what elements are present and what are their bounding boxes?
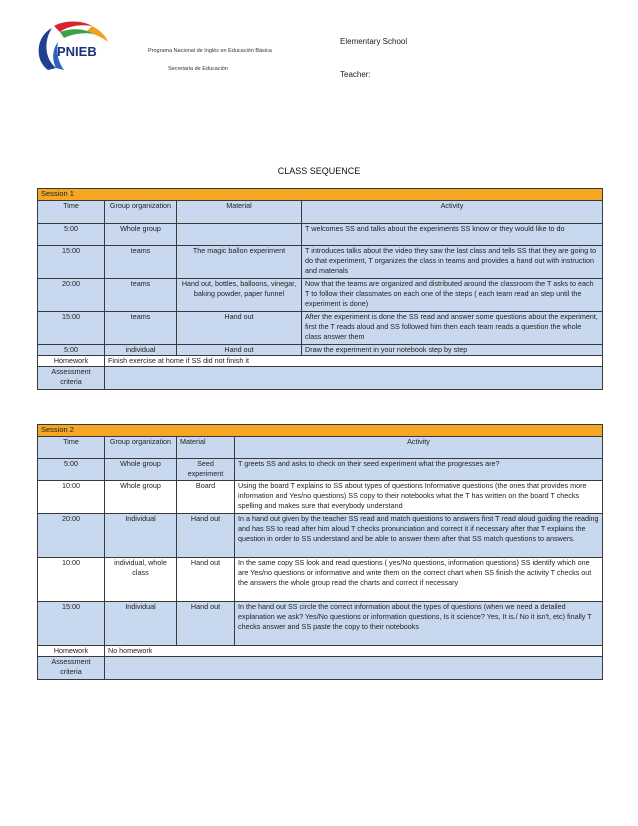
session-1-table	[37, 188, 603, 390]
row-group: Whole group	[105, 224, 177, 246]
secretaria-name: Secretaria de Educación	[168, 66, 228, 72]
row-activity: In the hand out SS circle the correct information about the types of questions (when we need a detailed explanation we ask? Yes/No questions or information questions, Is it science? Yes, It is./ No it isn't, etc) finally T checks answer and SS paste the copy to their notebooks	[235, 602, 603, 646]
row-material: Hand out	[177, 514, 235, 558]
row-group: teams	[105, 312, 177, 345]
row-group: teams	[105, 246, 177, 279]
row-group: Individual	[105, 602, 177, 646]
row-activity: After the experiment is done the SS read and answer some questions about the experiment, first the T reads aloud and SS followed him then each team reads a question the whole class answer them	[302, 312, 603, 345]
homework-text: No homework	[105, 646, 603, 657]
row-material: The magic ballon experiment	[177, 246, 302, 279]
pnieb-logo	[30, 20, 112, 78]
row-group: Whole group	[105, 481, 177, 514]
header-material: Material	[177, 201, 302, 224]
row-time: 5:00	[38, 459, 105, 481]
row-time: 10:00	[38, 481, 105, 514]
homework-text: Finish exercise at home if SS did not finish it	[105, 356, 603, 367]
header-group: Group organization	[105, 437, 177, 459]
table-row	[38, 602, 603, 646]
header-activity: Activity	[235, 437, 603, 459]
assessment-value	[105, 367, 603, 390]
row-activity: In a hand out given by the teacher SS read and match questions to answers first T read aloud guiding the reading and has SS to read after him aloud T checks pronunciation and correct it if necessary after that T explains the question in order to SS understand and be able to answer them after that SS match questions to answers.	[235, 514, 603, 558]
row-group: Whole group	[105, 459, 177, 481]
session-2-table	[37, 424, 603, 680]
program-name: Programa Nacional de Inglés en Educación Básica	[148, 48, 272, 54]
row-time: 5:00	[38, 345, 105, 356]
row-time: 10:00	[38, 558, 105, 602]
table-row	[38, 312, 603, 345]
row-material: Hand out	[177, 602, 235, 646]
table-row	[38, 246, 603, 279]
table-row	[38, 514, 603, 558]
row-activity: Now that the teams are organized and distributed around the classroom the T asks to each T to follow their classmates on each one of the steps ( each team read an step until the experiment is done)	[302, 279, 603, 312]
page-title: CLASS SEQUENCE	[277, 166, 361, 176]
table-row	[38, 345, 603, 356]
table-row	[38, 279, 603, 312]
row-group: individual, whole class	[105, 558, 177, 602]
row-activity: In the same copy SS look and read questions ( yes/No questions, information questions) SS identify which one are Yes/no questions or informative and write them on the correct chart when SS finish the activity T checks out the answers the whole group read the charts and correct if necessary	[235, 558, 603, 602]
row-activity: T introduces talks about the video they saw the last class and tells SS that they are going to do that experiment, T organizes the class in teams and provides a hand out with instruction and materials	[302, 246, 603, 279]
row-activity: Draw the experiment in your notebook step by step	[302, 345, 603, 356]
row-time: 15:00	[38, 312, 105, 345]
logo-text: PNIEB	[57, 44, 97, 59]
row-activity: Using the board T explains to SS about types of questions Informative questions (the ones that provides more information and Yes/no questions) SS copy to their notebooks what the T has written on the board T checks spelling and makes sure that everybody understand	[235, 481, 603, 514]
table-row	[38, 558, 603, 602]
row-material	[177, 224, 302, 246]
assessment-label: Assessment criteria	[38, 367, 105, 390]
row-time: 15:00	[38, 246, 105, 279]
header-material: Material	[177, 437, 235, 459]
table-row	[38, 224, 603, 246]
row-material: Hand out	[177, 558, 235, 602]
row-time: 5:00	[38, 224, 105, 246]
teacher-label: Teacher:	[340, 70, 371, 79]
row-material: Hand out	[177, 312, 302, 345]
homework-label: Homework	[38, 646, 105, 657]
row-time: 20:00	[38, 514, 105, 558]
assessment-label: Assessment criteria	[38, 657, 105, 680]
table-row	[38, 481, 603, 514]
session-1-label: Session 1	[38, 189, 603, 201]
row-group: individual	[105, 345, 177, 356]
assessment-value	[105, 657, 603, 680]
row-time: 20:00	[38, 279, 105, 312]
row-material: Hand out, bottles, balloons, vinegar, baking powder, paper funnel	[177, 279, 302, 312]
session-2-label: Session 2	[38, 425, 603, 437]
homework-label: Homework	[38, 356, 105, 367]
row-material: Hand out	[177, 345, 302, 356]
row-group: Individual	[105, 514, 177, 558]
row-group: teams	[105, 279, 177, 312]
row-activity: T greets SS and asks to check on their seed experiment what the progresses are?	[235, 459, 603, 481]
row-activity: T welcomes SS and talks about the experiments SS know or they would like to do	[302, 224, 603, 246]
table-row	[38, 459, 603, 481]
header-activity: Activity	[302, 201, 603, 224]
row-material: Board	[177, 481, 235, 514]
header-time: Time	[38, 437, 105, 459]
header-group: Group organization	[105, 201, 177, 224]
header-time: Time	[38, 201, 105, 224]
row-material: Seed experiment	[177, 459, 235, 481]
school-name: Elementary School	[340, 37, 408, 46]
row-time: 15:00	[38, 602, 105, 646]
